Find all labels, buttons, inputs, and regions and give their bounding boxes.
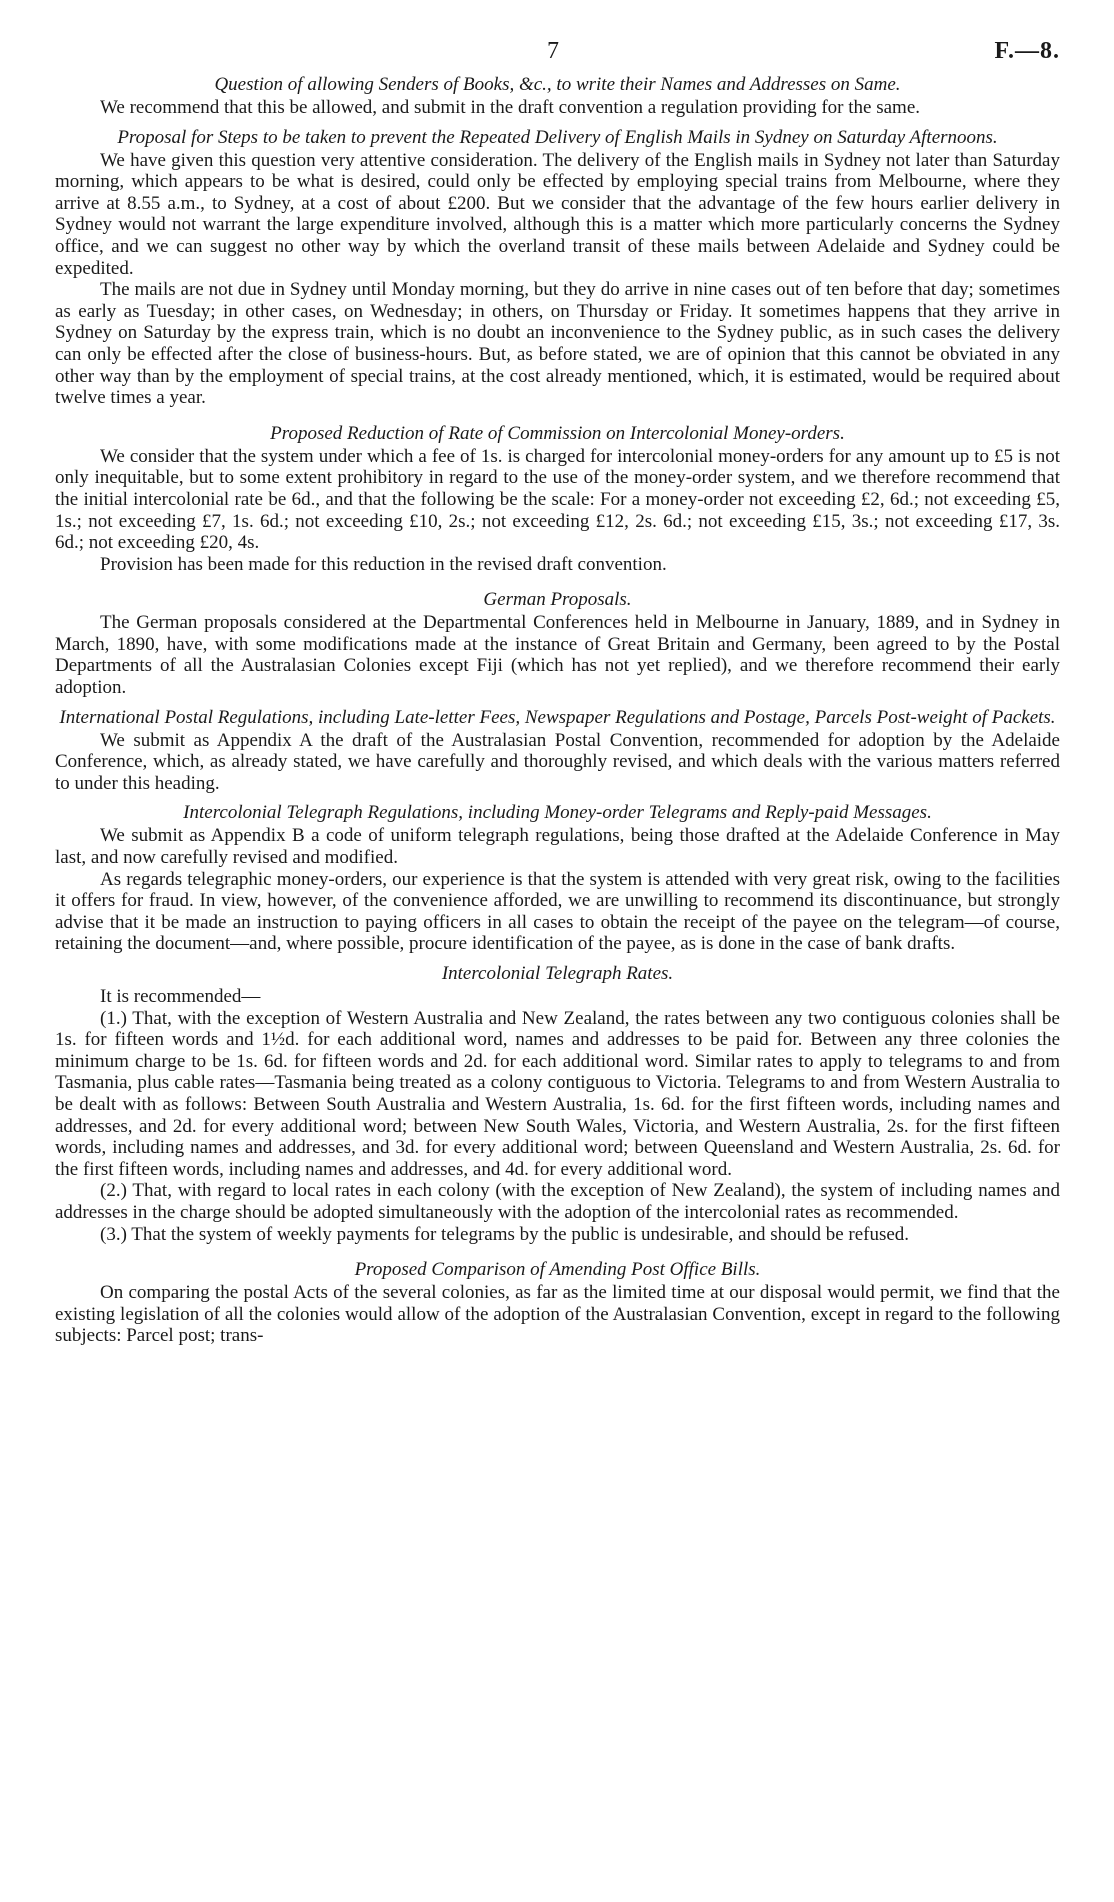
- section-heading-telegraph-rates: Intercolonial Telegraph Rates.: [441, 963, 674, 984]
- document-reference: F.—8.: [994, 38, 1060, 64]
- paragraph: (3.) That the system of weekly payments for telegrams by the public is undesirable, and should be refused.: [100, 1223, 910, 1245]
- paragraph: We recommend that this be allowed, and submit in the draft convention a regulation providing for the same.: [100, 97, 920, 118]
- section-heading-senders-names: Question of allowing Senders of Books, &c., to write their Names and Addresses on Same.: [214, 74, 901, 95]
- paragraph: We consider that the system under which a fee of 1s. is charged for intercolonial money-orders for any amount up to £5 is not only inequitable, but to some extent prohibitory in regard to the use of the money-order system, and we therefore recommend that the initial intercolonial rate be 6d., and that the following be the scale: For a money-order not exceeding £2, 6d.; not exceeding £5, 1s.; not exceeding £7, 1s. 6d.; not exceeding £10, 2s.; not exceeding £12, 2s. 6d.; not exceeding £15, 3s.; not exceeding £17, 3s. 6d.; not exceeding £20, 4s.: [55, 445, 1060, 554]
- paragraph: Provision has been made for this reduction in the revised draft convention.: [100, 553, 667, 575]
- paragraph: The mails are not due in Sydney until Monday morning, but they do arrive in nine cases out of ten before that day; sometimes as early as Tuesday; in other cases, on Wednesday; in others, on Thursday or Friday. It sometimes happens that they arrive in Sydney on Saturday by the express train, which is no doubt an inconvenience to the Sydney public, as in such cases the delivery can only be effected after the close of business-hours. But, as before stated, we are of opinion that this cannot be obviated in any other way than by the employment of special trains, at the cost already mentioned, which, it is estimated, would be required about twelve times a year.: [55, 279, 1060, 409]
- paragraph: The German proposals considered at the Departmental Conferences held in Melbourne in January, 1889, and in Sydney in March, 1890, have, with some modifications made at the instance of Great Britain and Germany, been agreed to by the Postal Departments of all the Australasian Colonies except Fiji (which has not yet replied), and we therefore recommend their early adoption.: [55, 612, 1060, 699]
- running-header: [55, 38, 1060, 74]
- paragraph: (2.) That, with regard to local rates in each colony (with the exception of New Zealand), the system of including names and addresses in the charge should be adopted simultaneously with the adoption of the intercolonial rates as recommended.: [55, 1180, 1060, 1223]
- paragraph: It is recommended—: [100, 986, 261, 1007]
- paragraph: We submit as Appendix B a code of uniform telegraph regulations, being those drafted at the Adelaide Conference in May last, and now carefully revised and modified.: [55, 825, 1060, 869]
- section-heading-international-postal-regulations: International Postal Regulations, including Late-letter Fees, Newspaper Regulations and Postage, Parcels Post-weight of Packets.: [59, 706, 1056, 728]
- page-number: 7: [547, 38, 559, 64]
- section-heading-german-proposals: German Proposals.: [483, 589, 632, 611]
- paragraph: (1.) That, with the exception of Western Australia and New Zealand, the rates between any two contiguous colonies shall be 1s. for fifteen words and 1½d. for each additional word, names and addresses to be paid for. Between any three colonies the minimum charge to be 1s. 6d. for fifteen words and 2d. for each additional word. Similar rates to apply to telegrams to and from Tasmania, plus cable rates—Tasmania being treated as a colony contiguous to Victoria. Telegrams to and from Western Australia to be dealt with as follows: Between South Australia and Western Australia, 1s. 6d. for the first fifteen words, including names and addresses, and 2d. for every additional word; between New South Wales, Victoria, and Western Australia, 2s. for the first fifteen words, including names and addresses, and 3d. for every additional word; between Queensland and Western Australia, 2s. 6d. for the first fifteen words, including names and addresses, and 4d. for every additional word.: [55, 1007, 1060, 1180]
- section-heading-telegraph-regulations: Intercolonial Telegraph Regulations, including Money-order Telegrams and Reply-paid Messages.: [183, 802, 932, 824]
- document-page: [55, 38, 1060, 1347]
- paragraph: As regards telegraphic money-orders, our experience is that the system is attended with very great risk, owing to the facilities it offers for fraud. In view, however, of the convenience afforded, we are unwilling to recommend its discontinuance, but strongly advise that it be made an instruction to paying officers in all cases to obtain the receipt of the payee on the telegram—of course, retaining the document—and, where possible, procure identification of the payee, as is done in the case of bank drafts.: [55, 868, 1060, 955]
- section-heading-english-mails: Proposal for Steps to be taken to prevent the Repeated Delivery of English Mails in Sydney on Saturday Afternoons.: [117, 126, 998, 148]
- section-heading-post-office-bills: Proposed Comparison of Amending Post Office Bills.: [354, 1259, 761, 1281]
- paragraph: We have given this question very attentive consideration. The delivery of the English mails in Sydney not later than Saturday morning, which appears to be what is desired, could only be effected by employing special trains from Melbourne, where they arrive at 8.55 a.m., to Sydney, at a cost of about £200. But we consider that the advantage of the few hours earlier delivery in Sydney would not warrant the large expenditure involved, although this is a matter which more particularly concerns the Sydney office, and we can suggest no other way by which the overland transit of these mails between Adelaide and Sydney could be expedited.: [55, 149, 1060, 279]
- paragraph: On comparing the postal Acts of the several colonies, as far as the limited time at our disposal would permit, we find that the existing legislation of all the colonies would allow of the adoption of the Australasian Convention, except in regard to the following subjects: Parcel post; trans-: [55, 1282, 1060, 1347]
- section-heading-money-order-commission: Proposed Reduction of Rate of Commission on Intercolonial Money-orders.: [270, 422, 845, 444]
- paragraph: We submit as Appendix A the draft of the Australasian Postal Convention, recommended for adoption by the Adelaide Conference, which, as already stated, we have carefully and thoroughly revised, and which deals with the various matters referred to under this heading.: [55, 729, 1060, 794]
